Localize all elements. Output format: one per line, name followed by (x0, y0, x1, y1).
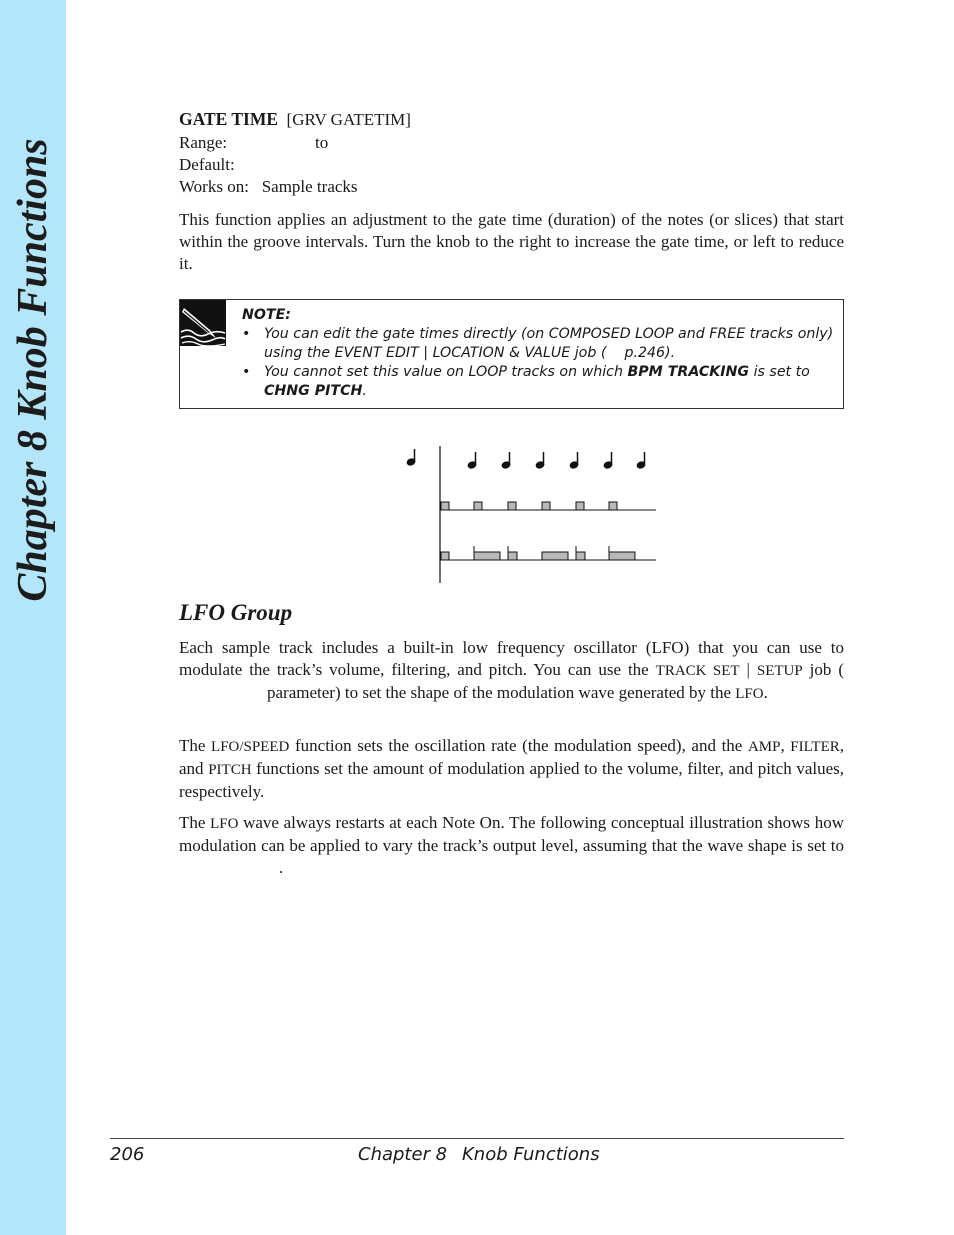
lfo-paragraph-3: The LFO wave always restarts at each Note On. The following conceptual illustration shows how modulation can be applied to vary the track’s output level, assuming that the wave shape is set to. (179, 813, 844, 877)
gate-time-diagram (395, 440, 665, 595)
quarter-note-icon (467, 452, 646, 469)
footer-section-label: Knob Functions (462, 1144, 600, 1165)
note-title: NOTE: (242, 307, 291, 323)
quarter-note-icon (406, 449, 416, 466)
gate-time-code: [GRV GATETIM] (286, 110, 411, 129)
note-body (242, 306, 838, 401)
note-box (179, 299, 844, 409)
gate-time-heading: GATE TIME (179, 109, 279, 129)
range-to: to (315, 133, 329, 152)
gate-time-description: This function applies an adjustment to the gate time (duration) of the notes (or slices) that start within the groove intervals. Turn the knob to the right to increase the gate time, or left to reduce it. (179, 210, 844, 273)
works-on-value: Sample tracks (261, 177, 358, 196)
note-item: • You can edit the gate times directly (on COMPOSED LOOP and FREE tracks only) using the EVENT EDIT | LOCATION & VALUE job ( p.246). (242, 325, 838, 363)
chapter-sidebar-title: Chapter 8 Knob Functions (10, 138, 56, 602)
works-on-label: Works on: (179, 177, 249, 196)
default-row (179, 154, 844, 176)
range-label: Range: (179, 133, 228, 152)
pencil-note-icon (180, 300, 226, 346)
footer-rule (110, 1138, 844, 1139)
range-row (179, 132, 844, 154)
page-number: 206 (110, 1144, 145, 1165)
note-list (242, 325, 838, 401)
chapter-sidebar (0, 0, 66, 1235)
footer-chapter-label: Chapter 8 (358, 1144, 448, 1165)
lfo-paragraph-1: Each sample track includes a built-in low frequency oscillator (LFO) that you can use to modulate the track’s volume, filtering, and pitch. You can use the TRACK SET | SETUP job (parameter) to set the shape of the modulation wave generated by the LFO. (179, 638, 844, 702)
lfo-paragraph-2: The LFO/SPEED function sets the oscillation rate (the modulation speed), and the AMP, FILTER, and PITCH functions set the amount of modulation applied to the volume, filter, and pitch values, respectively. (179, 736, 845, 801)
note-item: • You cannot set this value on LOOP tracks on which BPM TRACKING is set to CHNG PITCH. (242, 363, 838, 401)
default-label: Default: (179, 155, 235, 174)
lfo-group-title: LFO Group (179, 600, 293, 625)
works-on-row (179, 176, 844, 198)
gate-time-header (179, 108, 844, 131)
